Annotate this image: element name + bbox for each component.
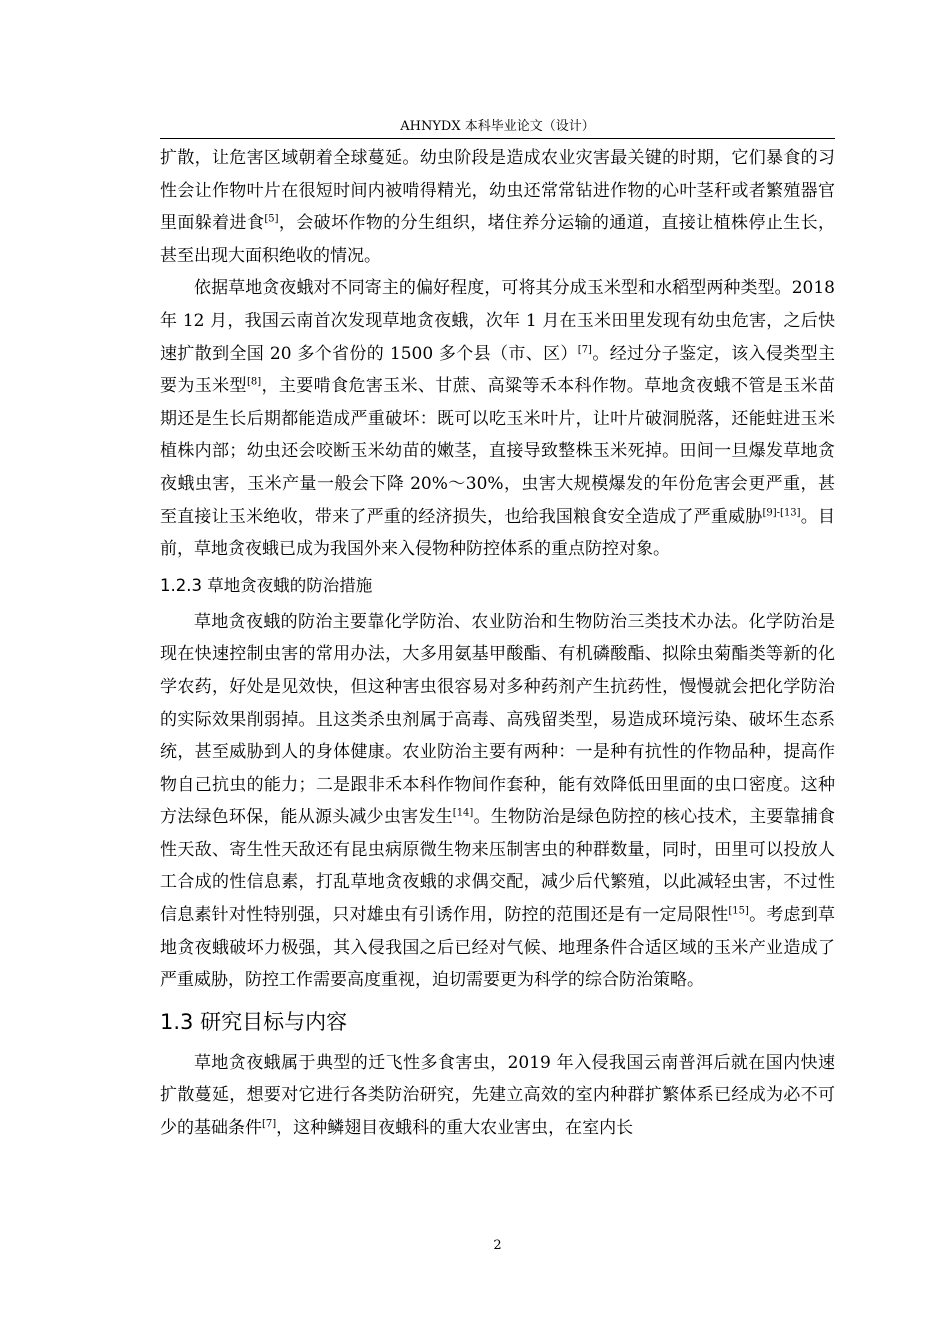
page-number: 2 [493,1238,502,1253]
paragraph-2-text-4: 。目前，草地贪夜蛾已成为我国外来入侵物种防控体系的重点防控对象。 [160,506,836,560]
paragraph-1-text-1: 扩散，让危害区域朝着全球蔓延。幼虫阶段是造成农业灾害最关键的时期，它们暴食的习性会让作物叶片在很短时间内被啃得精光，幼虫还常常钻进作物的心叶茎秆或者繁殖器官里面躲着进食 [160,148,835,234]
paragraph-1 [160,142,835,272]
paragraph-2-text-2: 。经过分子鉴定，该入侵类型主要为玉米型 [160,343,836,397]
section-heading-1-2-3: 1.2.3 草地贪夜蛾的防治措施 [160,575,373,595]
paragraph-3-text-3: 。考虑到草地贪夜蛾破坏力极强，其入侵我国之后已经对气候、地理条件合适区域的玉米产业造成了严重威胁，防控工作需要高度重视，迫切需要更为科学的综合防治策略。 [160,905,836,991]
paragraph-3-text-1: 草地贪夜蛾的防治主要靠化学防治、农业防治和生物防治三类技术办法。化学防治是现在快速控制虫害的常用办法，大多用氨基甲酸酯、有机磷酸酯、拟除虫菊酯类等新的化学农药，好处是见效快，但这种害虫很容易对多种药剂产生抗药性，慢慢就会把化学防治的实际效果削弱掉。且这类杀虫剂属于高毒、高残留类型，易造成环境污染、破坏生态系统，甚至威胁到人的身体健康。农业防治主要有两种：一是种有抗性的作物品种，提高作物自己抗虫的能力；二是跟非禾本科作物间作套种，能有效降低田里面的虫口密度。这种方法绿色环保，能从源头减少虫害发生 [160,611,835,828]
paragraph-3 [160,606,835,997]
section-heading-1-3: 1.3 研究目标与内容 [160,1009,348,1034]
citation-9-13: [9]-[13] [762,506,801,518]
paragraph-2 [160,272,835,565]
citation-15: [15] [728,905,749,917]
paragraph-4-text-1: 草地贪夜蛾属于典型的迁飞性多食害虫，2019 年入侵我国云南普洱后就在国内快速扩散蔓延，想要对它进行各类防治研究，先建立高效的室内种群扩繁体系已经成为必不可少的基础条件 [160,1052,835,1139]
paragraph-1-text-2: ，会破坏作物的分生组织，堵住养分运输的通道，直接让植株停止生长，甚至出现大面积绝收的情况。 [160,213,836,266]
paragraph-2-text-3: ，主要啃食危害玉米、甘蔗、高粱等禾本科作物。草地贪夜蛾不管是玉米苗期还是生长后期都能造成严重破坏：既可以吃玉米叶片，让叶片破洞脱落，还能蛀进玉米植株内部；幼虫还会咬断玉米幼苗的嫩茎，直接导致整株玉米死掉。田间一旦爆发草地贪夜蛾虫害，玉米产量一般会下降 20%～30%，虫害大规模爆发的年份危害会更严重，甚至直接让玉米绝收，带来了严重的经济损失，也给我国粮食安全造成了严重威胁 [160,376,836,527]
citation-7: [7] [577,343,592,355]
paragraph-2-text-1: 依据草地贪夜蛾对不同寄主的偏好程度，可将其分成玉米型和水稻型两种类型。2018 年 12 月，我国云南首次发现草地贪夜蛾，次年 1 月在玉米田里发现有幼虫危害，之后快速扩散到全国 20 多个省份的 1500 多个县（市、区） [160,278,835,364]
citation-5: [5] [264,213,279,225]
paragraph-4-text-2: ，这种鳞翅目夜蛾科的重大农业害虫，在室内长 [276,1118,634,1139]
citation-8: [8] [246,376,262,388]
citation-14: [14] [452,807,474,819]
header-rule [160,138,835,139]
paragraph-4 [160,1047,835,1145]
running-header: AHNYDX 本科毕业论文（设计） [400,119,595,134]
paragraph-3-text-2: 。生物防治是绿色防控的核心技术，主要靠捕食性天敌、寄生性天敌还有昆虫病原微生物来压制害虫的种群数量，同时，田里可以投放人工合成的性信息素，打乱草地贪夜蛾的求偶交配，减少后代繁殖，以此减轻虫害，不过性信息素针对性特别强，只对雄虫有引诱作用，防控的范围还是有一定局限性 [160,807,836,926]
citation-7b: [7] [262,1118,277,1130]
document-body [160,142,835,1145]
